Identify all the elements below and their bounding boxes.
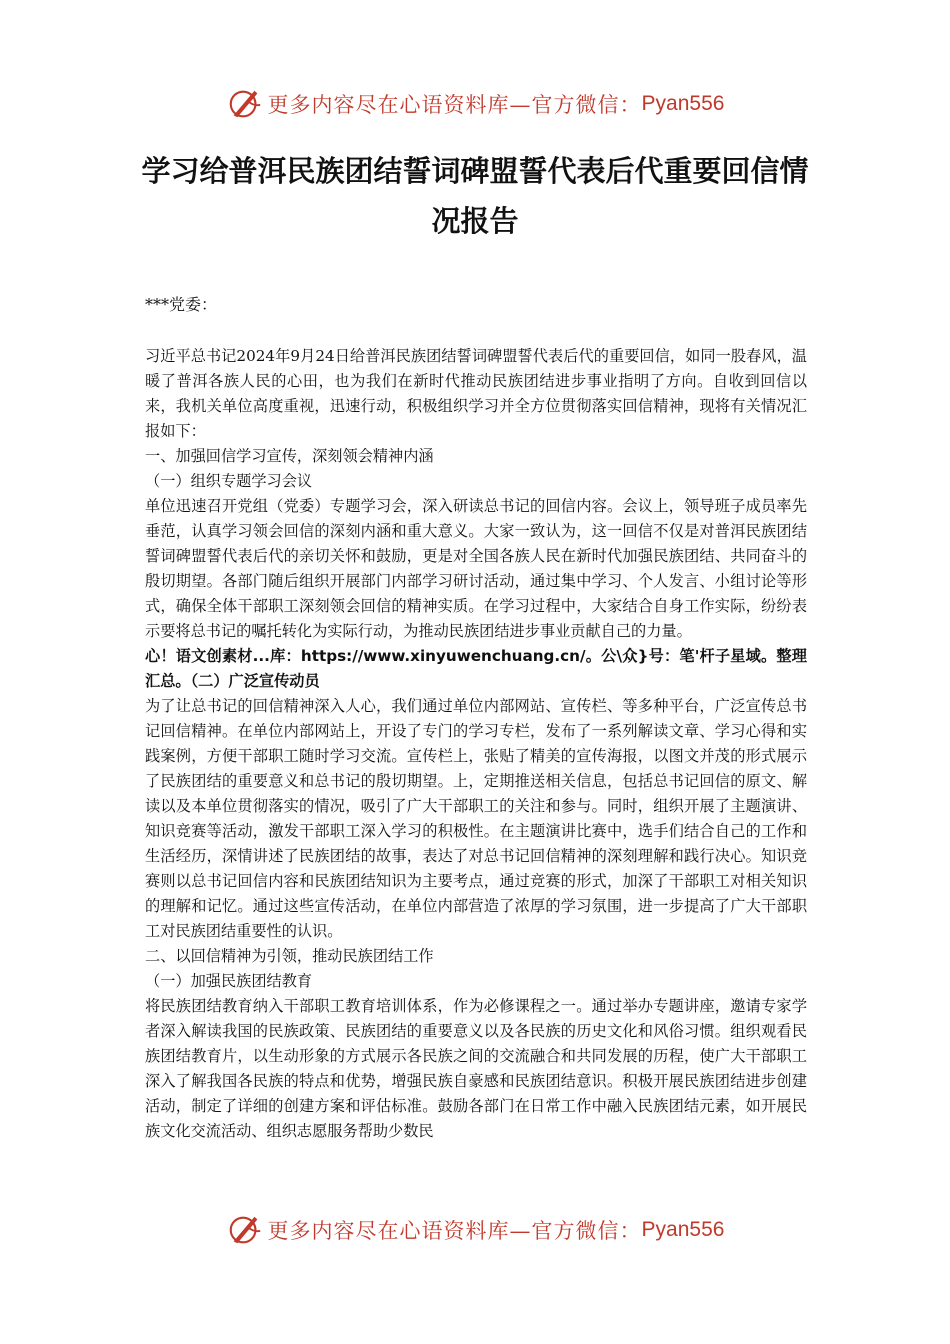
paragraph-publicity: 为了让总书记的回信精神深入人心，我们通过单位内部网站、宣传栏、等多种平台，广泛宣传总书记回信精神。在单位内部网站上，开设了专门的学习专栏，发布了一系列解读文章、学习心得和实践案例，方便干部职工随时学习交流。宣传栏上，张贴了精美的宣传海报，以图文并茂的形式展示了民族团结的重要意义和总书记的殷切期望。上，定期推送相关信息，包括总书记回信的原文、解读以及本单位贯彻落实的情况，吸引了广大干部职工的关注和参与。同时，组织开展了主题演讲、知识竞赛等活动，激发干部职工深入学习的积极性。在主题演讲比赛中，选手们结合自己的工作和生活经历，深情讲述了民族团结的故事，表达了对总书记回信精神的深刻理解和践行决心。知识竞赛则以总书记回信内容和民族团结知识为主要考点，通过竞赛的形式，加深了干部职工对相关知识的理解和记忆。通过这些宣传活动，在单位内部营造了浓厚的学习氛围，进一步提高了广大干部职工对民族团结重要性的认识。: [145, 697, 807, 940]
paragraph-intro: 习近平总书记2024年9月24日给普洱民族团结誓词碑盟誓代表后代的重要回信，如同一股春风，温暖了普洱各族人民的心田，也为我们在新时代推动民族团结进步事业指明了方向。自收到回信以来，我机关单位高度重视，迅速行动，积极组织学习并全方位贯彻落实回信精神，现将有关情况汇报如下：: [145, 347, 807, 440]
quill-pen-logo-icon: [226, 1211, 264, 1249]
footer-banner: [0, 1210, 950, 1250]
paragraph-education: 将民族团结教育纳入干部职工教育培训体系，作为必修课程之一。通过举办专题讲座，邀请专家学者深入解读我国的民族政策、民族团结的重要意义以及各民族的历史文化和风俗习惯。组织观看民族团结教育片，以生动形象的方式展示各民族之间的交流融合和共同发展的历程，使广大干部职工深入了解我国各民族的特点和优势，增强民族自豪感和民族团结意识。积极开展民族团结进步创建活动，制定了详细的创建方案和评估标准。鼓励各部门在日常工作中融入民族团结元素，如开展民族文化交流活动、组织志愿服务帮助少数民: [145, 997, 807, 1140]
paragraph-study-meeting: 单位迅速召开党组（党委）专题学习会，深入研读总书记的回信内容。会议上，领导班子成员率先垂范，认真学习领会回信的深刻内涵和重大意义。大家一致认为，这一回信不仅是对普洱民族团结誓词碑盟誓代表后代的亲切关怀和鼓励，更是对全国各族人民在新时代加强民族团结、共同奋斗的殷切期望。各部门随后组织开展部门内部学习研讨活动，通过集中学习、个人发言、小组讨论等形式，确保全体干部职工深刻领会回信的精神实质。在学习过程中，大家结合自身工作实际，纷纷表示要将总书记的嘱托转化为实际行动，为推动民族团结进步事业贡献自己的力量。: [145, 497, 807, 640]
heading-subsection-1-1: （一）组织专题学习会议: [145, 472, 313, 490]
quill-pen-logo-icon: [226, 85, 264, 123]
banner-wechat-id: Pyan556: [641, 1218, 725, 1241]
heading-subsection-2-1: （一）加强民族团结教育: [145, 972, 313, 990]
salutation: ***党委：: [145, 295, 218, 314]
watermark-ad-line: 心！语文创素材...库：https://www.xinyuwenchuang.cn/。公\众}号：笔'杆子星域。整理汇总。（二）广泛宣传动员: [145, 647, 807, 690]
document-body: [145, 344, 807, 1144]
banner-text: 更多内容尽在心语资料库—官方微信：: [267, 93, 642, 117]
banner-wechat-id: Pyan556: [641, 92, 725, 115]
banner-text: 更多内容尽在心语资料库—官方微信：: [267, 1219, 642, 1243]
heading-section-1: 一、加强回信学习宣传，深刻领会精神内涵: [145, 447, 434, 465]
header-banner: [0, 84, 950, 124]
heading-section-2: 二、以回信精神为引领，推动民族团结工作: [145, 947, 434, 965]
document-title: 学习给普洱民族团结誓词碑盟誓代表后代重要回信情况报告: [141, 154, 809, 238]
